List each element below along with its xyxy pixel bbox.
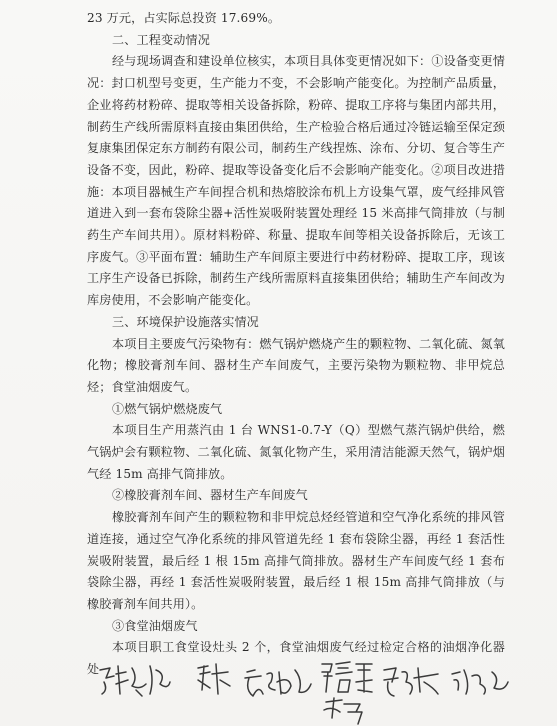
subheading-boiler-exhaust: ①燃气锅炉燃烧废气 (112, 401, 223, 416)
paragraph-workshop: 橡胶膏剂车间产生的颗粒物和非甲烷总烃经管道和空气净化系统的排风管道连接，通过空气净化系统的排风管道先经 1 套布袋除尘器，再经 1 套活性炭吸附装置，最后经 1 根 15m 高排气筒排放。器材生产车间废气经 1 套布袋除尘器，再经 1 套活性炭吸附装置，最后经 1 根 15m 高排气筒排放（与橡胶膏剂车间共用）。 (87, 510, 505, 611)
paragraph-canteen: 本项目职工食堂设灶头 2 个，食堂油烟废气经过检定合格的油烟净化器处 (87, 640, 505, 677)
paragraph-boiler: 本项目生产用蒸汽由 1 台 WNS1-0.7-Y（Q）型燃气蒸汽锅炉供给，燃气锅炉会有颗粒物、二氧化硫、氮氧化物产生，采用清洁能源天然气，锅炉烟气经 15m 高排气筒排放。 (87, 423, 505, 481)
signature-3 (241, 664, 313, 704)
signature-5 (380, 662, 442, 700)
subheading-canteen-fumes: ③食堂油烟废气 (112, 618, 198, 633)
document-body (87, 8, 505, 681)
signature-7 (320, 696, 366, 726)
signature-6 (448, 664, 512, 698)
section-heading-project-changes: 二、工程变动情况 (112, 32, 210, 47)
paragraph-change-details: 经与现场调查和建设单位核实，本项目具体变更情况如下：①设备变更情况：封口机型号变更，生产能力不变，不会影响产能变化。为控制产品质量，企业将药材粉碎、提取等相关设备拆除，粉碎、提取工序将与集团内部共用，制药生产线所需原料直接由集团供给，生产检验合格后通过冷链运输至保定颈复康集团保定东方制药有限公司，制药生产线捏炼、涂布、分切、复合等生产设备不变，因此，粉碎、提取等设备变化后不会影响产能变化。②项目改进措施：本项目器械生产车间捏合机和热熔胶涂布机上方设集气罩，废气经排风管道进入到一套布袋除尘器+活性炭吸附装置处理经 15 米高排气筒排放（与制药生产车间共用）。原材料粉碎、称量、提取车间等相关设备拆除后，无该工序废气。③平面布置：辅助生产车间原主要进行中药材粉碎、提取工序，现该工序生产设备已拆除，制药生产线所需原料直接集团供给；辅助生产车间改为库房使用，不会影响产能变化。 (87, 54, 505, 308)
signature-1 (96, 660, 174, 700)
signature-2 (194, 660, 234, 700)
signature-4 (318, 658, 376, 698)
subheading-workshop-exhaust: ②橡胶膏剂车间、器材生产车间废气 (112, 488, 308, 503)
signature-area (96, 656, 516, 726)
paragraph-pollutants: 本项目主要废气污染物有：燃气锅炉燃烧产生的颗粒物、二氧化硫、氮氧化物；橡胶膏剂车间、器材生产车间废气，主要污染物为颗粒物、非甲烷总烃；食堂油烟废气。 (87, 336, 505, 394)
paragraph-investment-ratio: 23 万元，占实际总投资 17.69%。 (87, 11, 281, 25)
section-heading-env-facilities: 三、环境保护设施落实情况 (112, 314, 259, 329)
